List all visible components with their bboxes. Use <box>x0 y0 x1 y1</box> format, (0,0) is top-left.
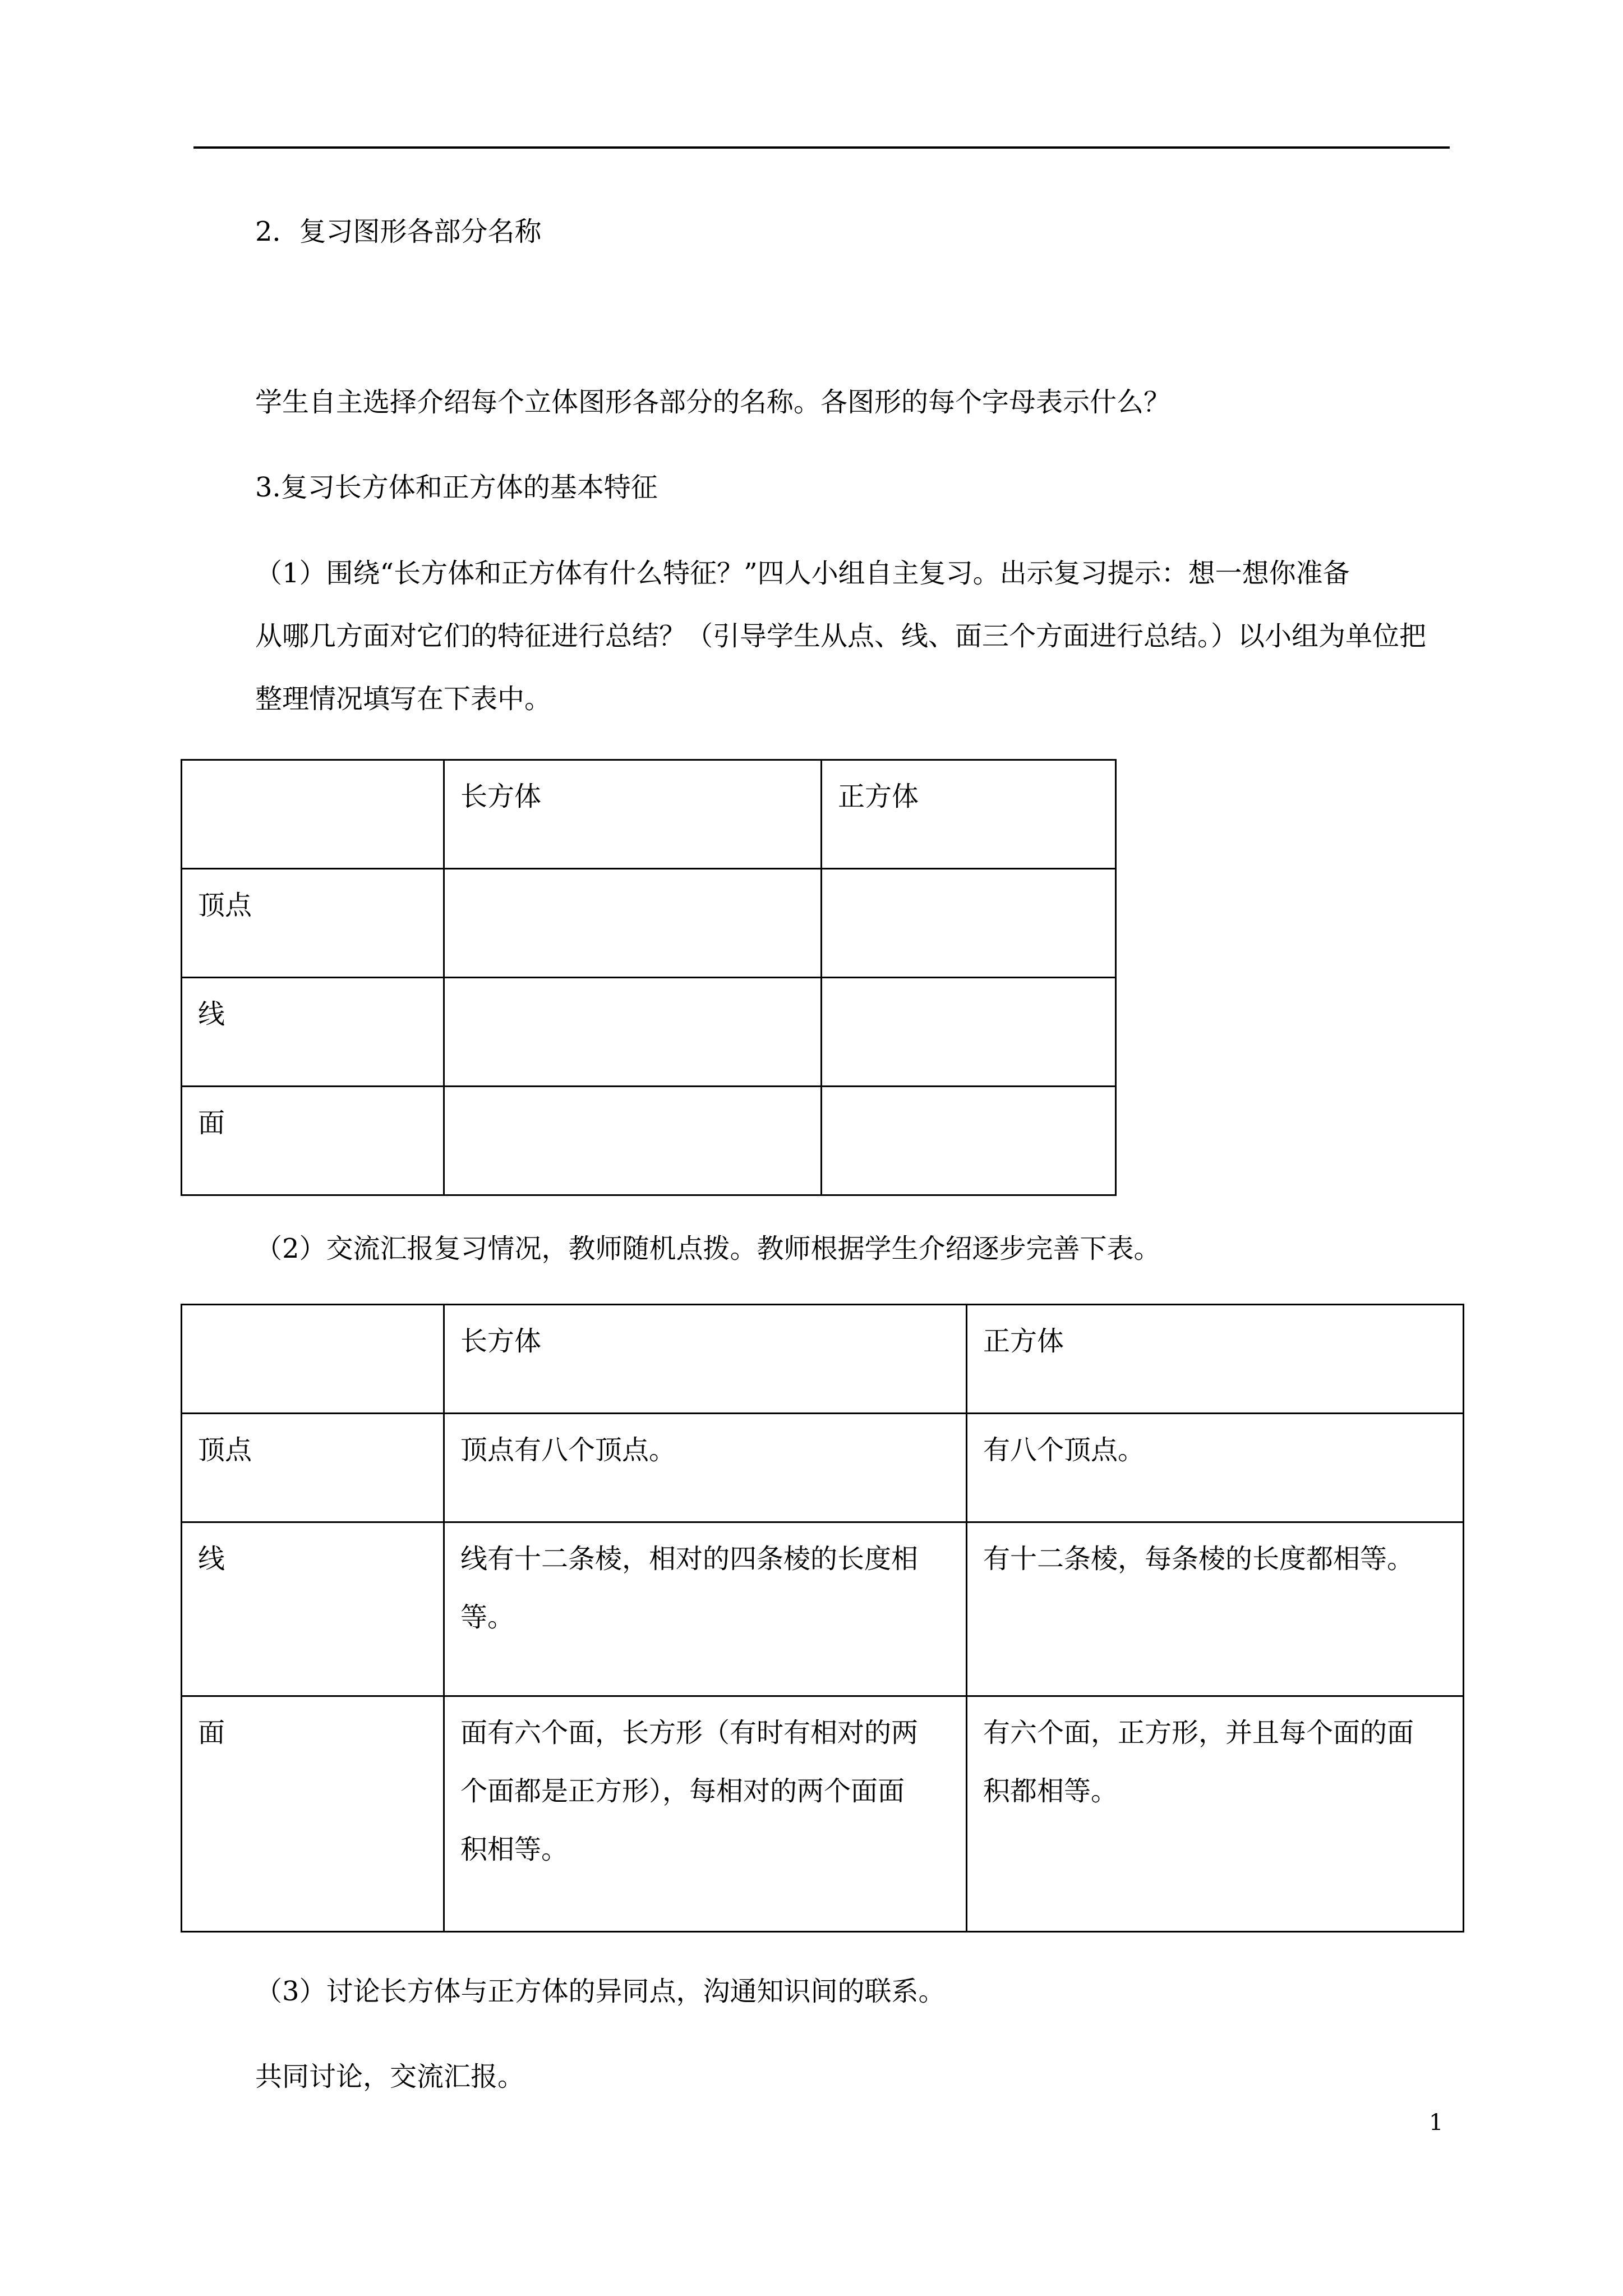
page-number: 1 <box>1429 2110 1444 2136</box>
cell-line: 线有十二条棱，相对的四条棱的长度相 <box>460 1543 919 1575</box>
row-label: 线 <box>182 1522 444 1696</box>
section-2-heading: 2．复习图形各部分名称 <box>255 216 542 247</box>
blank-review-table <box>181 759 1117 1196</box>
cell-line: 个面都是正方形），每相对的两个面面 <box>460 1775 905 1807</box>
cube-edge-cell <box>967 1522 1464 1696</box>
section-2-body: 学生自主选择介绍每个立体图形各部分的名称。各图形的每个字母表示什么？ <box>255 386 1171 418</box>
cuboid-edge-cell <box>444 1522 967 1696</box>
table-row <box>182 978 1116 1087</box>
table-header-row <box>182 760 1116 869</box>
step-1-line: 从哪几方面对它们的特征进行总结？（引导学生从点、线、面三个方面进行总结。）以小组为单位把 <box>255 620 1427 652</box>
table-header-row <box>182 1305 1464 1414</box>
blank-cell <box>822 869 1116 978</box>
step-3-paragraph: （3）讨论长方体与正方体的异同点，沟通知识间的联系。 <box>255 1976 946 2007</box>
cube-vertex-cell: 有八个顶点。 <box>967 1414 1464 1522</box>
cuboid-face-cell <box>444 1696 967 1932</box>
cuboid-vertex-cell: 顶点有八个顶点。 <box>444 1414 967 1522</box>
header-cell-empty <box>182 1305 444 1414</box>
blank-cell <box>822 978 1116 1087</box>
header-cell-cuboid: 长方体 <box>444 1305 967 1414</box>
summary-table <box>181 1304 1464 1932</box>
step-2-paragraph: （2）交流汇报复习情况，教师随机点拨。教师根据学生介绍逐步完善下表。 <box>255 1233 1161 1264</box>
row-label: 顶点 <box>182 1414 444 1522</box>
cell-line: 等。 <box>460 1602 515 1633</box>
header-cell-cuboid: 长方体 <box>444 760 822 869</box>
step-3-followup: 共同讨论，交流汇报。 <box>255 2061 525 2092</box>
row-label: 顶点 <box>182 869 444 978</box>
section-3-heading: 3.复习长方体和正方体的基本特征 <box>255 472 658 503</box>
step-1-paragraph <box>255 542 1450 730</box>
cell-line: 积相等。 <box>460 1834 569 1865</box>
table-row-face <box>182 1696 1464 1932</box>
row-label: 面 <box>182 1696 444 1932</box>
blank-cell <box>822 1087 1116 1195</box>
cell-line: 有六个面，正方形，并且每个面的面 <box>983 1717 1414 1749</box>
step-1-line: 整理情况填写在下表中。 <box>255 683 552 715</box>
table-row <box>182 1087 1116 1195</box>
header-cell-cube: 正方体 <box>967 1305 1464 1414</box>
cell-line: 积都相等。 <box>983 1775 1118 1807</box>
row-label: 面 <box>182 1087 444 1195</box>
step-1-line: （1）围绕“长方体和正方体有什么特征？”四人小组自主复习。出示复习提示：想一想你准备 <box>255 558 1350 589</box>
table-row-vertex <box>182 1414 1464 1522</box>
cell-line: 有十二条棱，每条棱的长度都相等。 <box>983 1543 1414 1575</box>
blank-cell <box>444 869 822 978</box>
cube-face-cell <box>967 1696 1464 1932</box>
header-cell-cube: 正方体 <box>822 760 1116 869</box>
row-label: 线 <box>182 978 444 1087</box>
table-row <box>182 869 1116 978</box>
blank-cell <box>444 1087 822 1195</box>
table-row-edge <box>182 1522 1464 1696</box>
cell-line: 面有六个面，长方形（有时有相对的两 <box>460 1717 919 1749</box>
header-cell-empty <box>182 760 444 869</box>
header-rule <box>193 146 1450 149</box>
blank-cell <box>444 978 822 1087</box>
